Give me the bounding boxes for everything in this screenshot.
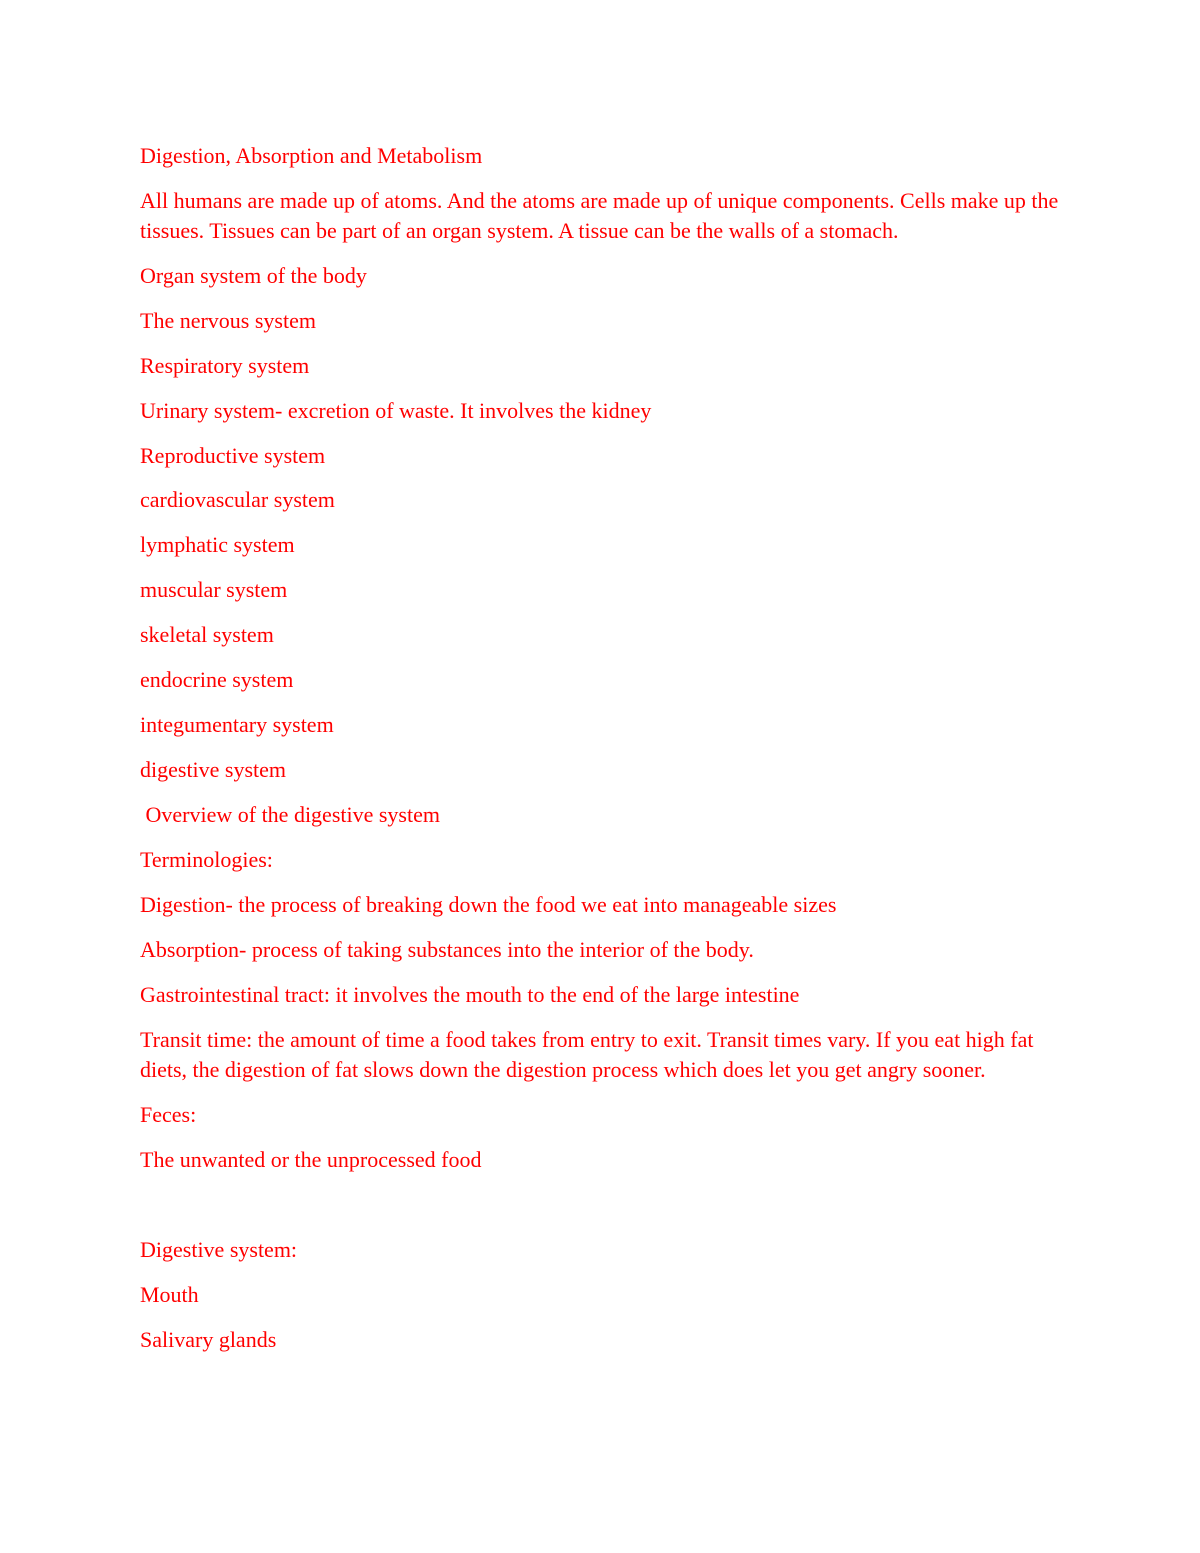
organ-system-item: Urinary system- excretion of waste. It involves the kidney <box>140 397 652 423</box>
organ-system-item: cardiovascular system <box>140 487 335 513</box>
organ-system-item: skeletal system <box>140 622 274 648</box>
digestive-organ-item: Mouth <box>140 1281 199 1307</box>
digestive-system-heading: Digestive system: <box>140 1236 298 1262</box>
organ-system-item: lymphatic system <box>140 532 295 558</box>
organ-system-item: endocrine system <box>140 667 294 693</box>
intro-paragraph: All humans are made up of atoms. And the atoms are made up of unique components. Cells make up the tissues. Tissues can be part of an organ system. A tissue can be the walls of a stomach. <box>140 187 1059 243</box>
organ-system-item: integumentary system <box>140 712 334 738</box>
organ-system-item: Reproductive system <box>140 442 326 468</box>
section-heading-digestive-overview: Overview of the digestive system <box>140 802 440 828</box>
digestive-organ-item: Salivary glands <box>140 1326 277 1352</box>
section-heading-organ-systems: Organ system of the body <box>140 262 367 288</box>
term-gastrointestinal-tract: Gastrointestinal tract: it involves the mouth to the end of the large intestine <box>140 982 800 1008</box>
feces-definition: The unwanted or the unprocessed food <box>140 1146 482 1172</box>
organ-system-item: Respiratory system <box>140 352 310 378</box>
terminologies-heading: Terminologies: <box>140 847 273 873</box>
document-body <box>140 141 1060 1370</box>
organ-system-item: digestive system <box>140 757 287 783</box>
term-feces: Feces: <box>140 1101 197 1127</box>
organ-system-item: The nervous system <box>140 307 316 333</box>
blank-line <box>140 1190 1060 1220</box>
document-title: Digestion, Absorption and Metabolism <box>140 143 483 168</box>
term-absorption: Absorption- process of taking substances into the interior of the body. <box>140 937 754 963</box>
term-transit-time: Transit time: the amount of time a food takes from entry to exit. Transit times vary. If you eat high fat diets, the digestion of fat slows down the digestion process which does let you get angry sooner. <box>140 1027 1034 1082</box>
term-digestion: Digestion- the process of breaking down the food we eat into manageable sizes <box>140 892 837 918</box>
organ-system-item: muscular system <box>140 577 288 603</box>
